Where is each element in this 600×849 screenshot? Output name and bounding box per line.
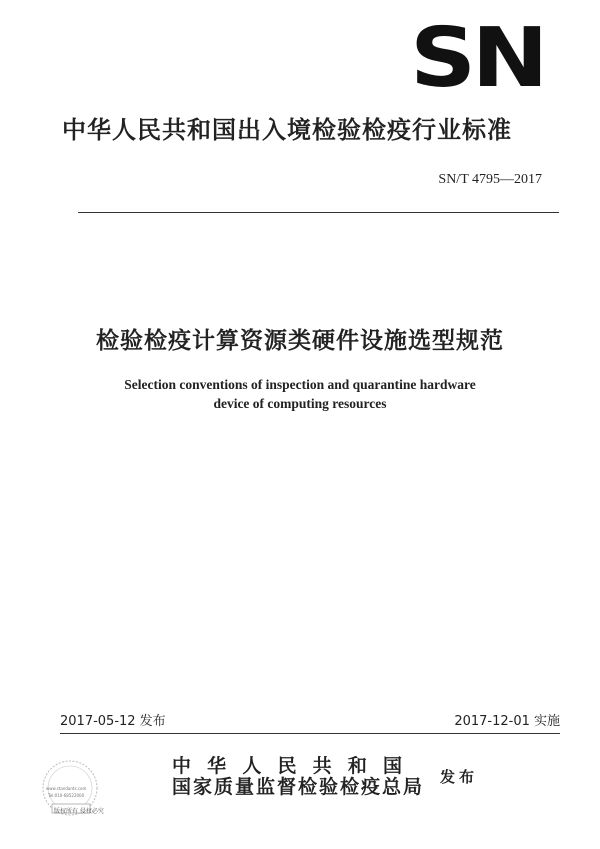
title-english-line2: device of computing resources (213, 396, 387, 411)
implementation-date: 2017-12-01 实施 (454, 714, 560, 729)
seal-text-line1: www.standards.com (46, 786, 87, 791)
title-english-line1: Selection conventions of inspection and quarantine hardware (124, 377, 476, 392)
publisher-line1: 中华人民共和国 (172, 755, 412, 777)
seal-text-line2: Tel:010-68522000 (48, 793, 85, 798)
seal-text-line3: 版权所有 侵权必究 (54, 808, 104, 815)
standard-number: SN/T 4795—2017 (438, 172, 542, 187)
sn-logo: SN (410, 11, 545, 106)
footer-divider (60, 733, 560, 734)
publisher-line2: 国家质量监督检验检疫总局 (172, 776, 422, 798)
publish-label: 发布 (440, 768, 479, 786)
issue-date: 2017-05-12 发布 (60, 714, 166, 729)
header-divider (78, 212, 559, 213)
issuing-organization: 中华人民共和国出入境检验检疫行业标准 (62, 116, 512, 144)
title-chinese: 检验检疫计算资源类硬件设施选型规范 (96, 328, 504, 354)
